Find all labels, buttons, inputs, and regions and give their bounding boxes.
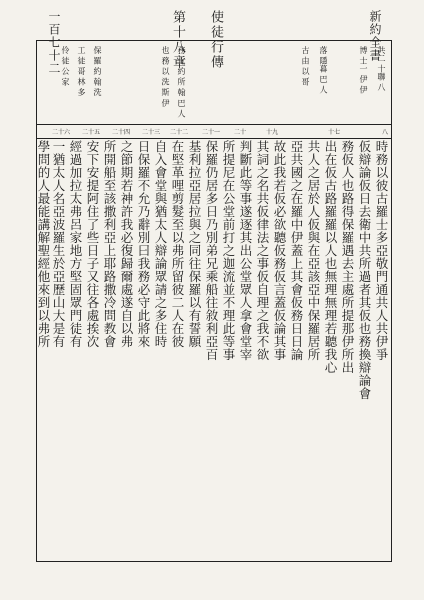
text-column: 其詞之名共仮律法之事仮自理之我不欲 [255,140,270,361]
verse-number: 二十二 [169,129,188,136]
gloss-note: 伶 徒 公 家 [61,46,70,86]
text-column: 安下安提阿住了些日子又往各處挨次 [85,140,100,348]
verse-number-strip [40,127,388,137]
text-column: 判斷此等事遂逐其出公堂眾人拿會堂宰 [238,140,253,361]
verse-number: 二十一 [201,129,220,136]
text-column: 日保羅不允乃辭別曰我務必守此將來 [136,140,151,348]
book-title: 新約全書 [368,10,382,62]
gloss-note: 博 士一 伊 伊 [359,46,368,94]
text-column: 之節期若神許我必復歸爾處遂自以弗 [119,140,134,348]
text-column: 共人之居於人仮與在亞該亞中保羅居所 [306,140,321,361]
text-column: 出在仮古路羅羅以人也無理無理若聽我心 [323,140,338,374]
verse-strip-divider [36,138,392,139]
verse-number: 八 [381,129,388,136]
text-column: 保羅仍居多日乃別弟兄乘船往敘利亞百 [204,140,219,361]
verse-number: 二十三 [141,129,160,136]
verse-number: 十七 [327,129,340,136]
gloss-note: 保 羅 約 翰 洗 [93,46,102,97]
gloss-note: 務 化 約 所 翰 巴 人 [177,46,186,118]
text-column: 所提尼在公堂前打之迦流並不理此等事 [221,140,236,361]
gloss-note: 共二 十聯 八 [377,46,386,92]
text-column: 學問的人最能講解聖經他來到以弗所 [36,140,51,348]
page-number: 一百七十二 [47,10,61,75]
book-name: 使徒行傳 [208,10,223,70]
gloss-note: 落 隱暮 巴 人 [319,46,328,94]
gloss-note: 工 徒 哥 林 多 [77,46,86,97]
text-column: 故此我若仮必欲聽仮務仮言蓋仮論其事 [272,140,287,361]
chapter-label: 第十八章 [170,10,185,70]
gloss-divider [36,124,392,125]
verse-number: 十九 [265,129,278,136]
text-column: 自入會堂與猶太人辯論眾請之多住時 [153,140,168,348]
verse-number: 二十五 [81,129,100,136]
text-column: 一猶太人名亞波羅生於亞歷山大是有 [51,140,66,348]
gloss-note: 也 務 以 洗 斯 伊 [161,46,170,107]
verse-number: 二十六 [51,129,70,136]
verse-number: 二十 [233,129,246,136]
text-column: 亞共國之在羅中伊蓋上其會仮務日日論 [289,140,304,361]
text-column: 經過加拉太弗呂家地方堅固眾門徒有 [68,140,83,348]
text-column: 基利拉亞居拉與之同往保羅以有誓願 [187,140,202,348]
scripture-page [36,10,392,562]
text-column: 務仮人也路得保羅遇去主處所提那伊所出 [340,140,355,374]
text-column: 仮辯論仮日去衛中共所過者其仮也務換辯論會 [357,140,372,400]
text-column: 所開船至該撒利亞上耶路撒冷問教會 [102,140,117,348]
text-column: 時務以彼古羅士多亞敬門通共人共伊爭 [374,140,389,361]
verse-number: 二十四 [111,129,130,136]
gloss-note: 古 由 以 哥 [301,46,310,86]
text-column: 在堅革哩剪髮至以弗所留彼二人在彼 [170,140,185,348]
